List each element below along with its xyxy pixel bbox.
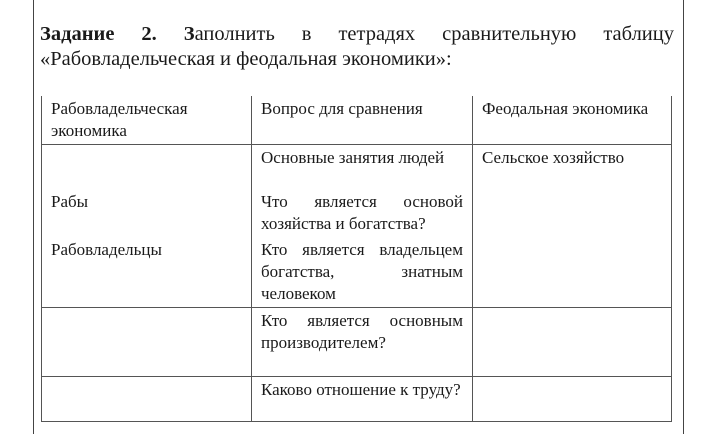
task-text: аполнить в тетрадях сравнительную таблицу <box>194 23 674 45</box>
cell-feudal <box>473 308 672 377</box>
table-row <box>42 145 672 190</box>
cell-feudal <box>473 237 672 308</box>
header-slave-economy: Рабовладельческая экономика <box>42 96 252 145</box>
cell-question: Кто является основным производителем? <box>252 308 473 377</box>
page-frame-right-line <box>683 0 684 434</box>
cell-slave: Рабовладельцы <box>42 237 252 308</box>
cell-question: Основные занятия людей <box>252 145 473 190</box>
cell-feudal <box>473 189 672 237</box>
cell-slave <box>42 308 252 377</box>
task-heading <box>40 22 674 72</box>
table-row <box>42 308 672 377</box>
header-feudal-economy: Феодальная экономика <box>473 96 672 145</box>
task-line-1 <box>40 22 674 47</box>
cell-slave: Рабы <box>42 189 252 237</box>
cell-question: Каково отношение к труду? <box>252 377 473 422</box>
task-initial-letter: З <box>183 23 195 45</box>
comparison-table <box>41 96 672 422</box>
table-header-row <box>42 96 672 145</box>
header-comparison-question: Вопрос для сравнения <box>252 96 473 145</box>
table-row <box>42 237 672 308</box>
task-line-2: «Рабовладельческая и феодальная экономики»: <box>40 48 452 70</box>
cell-question: Что является основой хозяйства и богатства? <box>252 189 473 237</box>
cell-feudal: Сельское хозяйство <box>473 145 672 190</box>
table-row <box>42 377 672 422</box>
table-row <box>42 189 672 237</box>
cell-feudal <box>473 377 672 422</box>
cell-slave <box>42 377 252 422</box>
task-label: Задание 2. <box>40 23 157 45</box>
page-frame-left-line <box>33 0 34 434</box>
cell-question: Кто является владельцем богатства, знатным человеком <box>252 237 473 308</box>
cell-slave <box>42 145 252 190</box>
